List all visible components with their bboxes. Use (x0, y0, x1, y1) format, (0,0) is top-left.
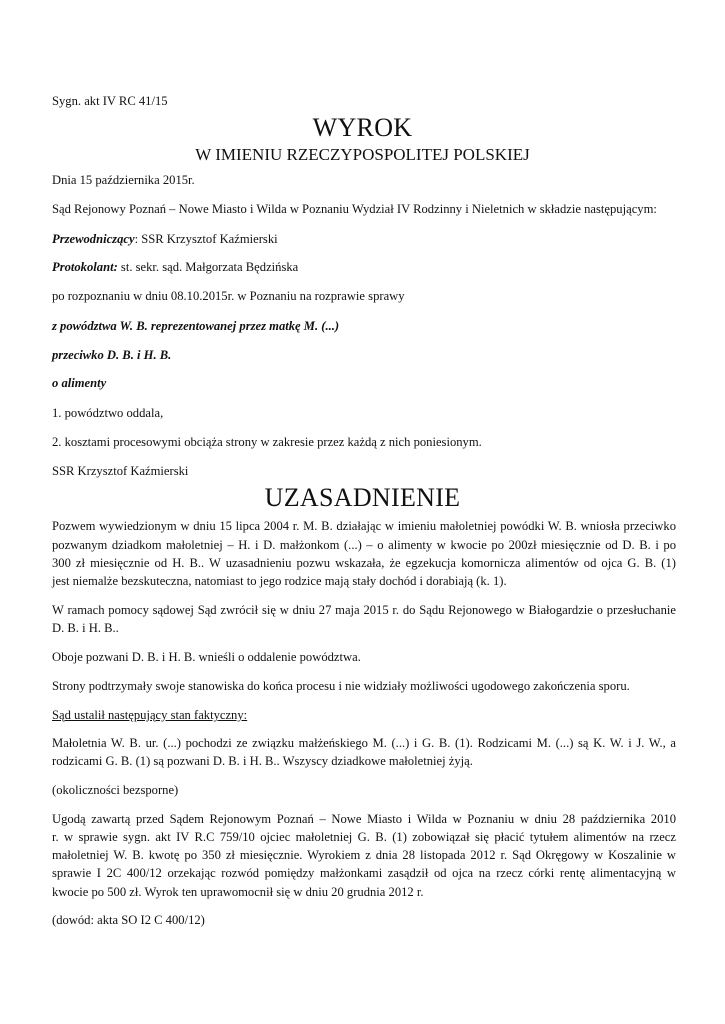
defendants-line: przeciwko D. B. i H. B. (52, 348, 172, 362)
paragraph-line: Ugodą zawartą przed Sądem Rejonowym Poznań – Nowe Miasto i Wilda w Poznaniu w dniu 28 października 2010 (52, 812, 676, 826)
paragraph-line: jest niemalże bezskuteczna, natomiast to jego rodzice mają stały dochód i dorabiają (k. 1). (52, 574, 507, 588)
plaintiff-line: z powództwa W. B. reprezentowanej przez matkę M. (...) (52, 319, 340, 333)
document-title: WYROK (312, 113, 413, 142)
justification-paragraph-3: Oboje pozwani D. B. i H. B. wnieśli o oddalenie powództwa. (52, 650, 361, 664)
paragraph-line: Małoletnia W. B. ur. (...) pochodzi ze związku małżeńskiego M. (...) i G. B. (1). Rodzicami M. (...) są K. W. i J. W., a (52, 736, 676, 750)
presiding-judge-line (52, 231, 278, 247)
paragraph-line: kwocie po 500 zł. Wyrok ten uprawomocnił się w dniu 20 grudnia 2012 r. (52, 885, 424, 899)
justification-paragraph-6: (okoliczności bezsporne) (52, 783, 179, 797)
presiding-label: Przewodniczący (52, 232, 135, 246)
clerk-value: st. sekr. sąd. Małgorzata Będzińska (117, 260, 299, 274)
presiding-value: : SSR Krzysztof Kaźmierski (134, 232, 278, 246)
paragraph-line: sprawie I 2C 400/12 orzekając rozwód pomiędzy małżonkami zasądził od ojca na rzecz córki rentę alimentacyjną w (52, 866, 676, 880)
judgment-date: Dnia 15 października 2015r. (52, 173, 195, 187)
verdict-item: 2. kosztami procesowymi obciąża strony w zakresie przez każdą z nich poniesionym. (52, 435, 482, 449)
paragraph-line: W ramach pomocy sądowej Sąd zwrócił się w dniu 27 maja 2015 r. do Sądu Rejonowego w Białogardzie o przesłuchanie (52, 603, 676, 617)
paragraph-line: małoletniej W. B. kwotę po 350 zł miesięcznie. Wyrokiem z dnia 28 listopada 2012 r. Sąd Okręgowy w Koszalinie w (52, 848, 676, 862)
clerk-line (52, 259, 298, 275)
justification-paragraph-4: Strony podtrzymały swoje stanowiska do końca procesu i nie widziały możliwości ugodowego zakończenia sporu. (52, 679, 630, 693)
judge-signature: SSR Krzysztof Kaźmierski (52, 464, 189, 478)
verdict-item: 1. powództwo oddala, (52, 406, 164, 420)
paragraph-line: 300 zł miesięcznie od H. B.. W uzasadnieniu pozwu wskazała, że egzekucja komornicza alimentów od ojca G. B. (1) (52, 556, 676, 570)
paragraph-line: pozwanym dziadkom małoletniej – H. i D. małżonkom (...) – o alimenty w kwocie po 200zł miesięcznie od D. B. i po (52, 538, 676, 552)
hearing-line: po rozpoznaniu w dniu 08.10.2015r. w Poznaniu na rozprawie sprawy (52, 289, 405, 303)
document-subtitle: W IMIENIU RZECZYPOSPOLITEJ POLSKIEJ (195, 145, 530, 164)
case-subject: o alimenty (52, 376, 107, 390)
justification-title: UZASADNIENIE (264, 483, 461, 512)
facts-heading: Sąd ustalił następujący stan faktyczny: (52, 708, 248, 722)
case-signature: Sygn. akt IV RC 41/15 (52, 94, 168, 108)
court-composition: Sąd Rejonowy Poznań – Nowe Miasto i Wilda w Poznaniu Wydział IV Rodzinny i Nieletnich w składzie następującym: (52, 202, 657, 216)
justification-paragraph-8: (dowód: akta SO I2 C 400/12) (52, 913, 205, 927)
paragraph-line: r. w sprawie sygn. akt IV R.C 759/10 ojciec małoletniej G. B. (1) zobowiązał się płacić tytułem alimentów na rzecz (52, 830, 676, 844)
paragraph-line: rodzicami G. B. (1) są pozwani D. B. i H. B.. Wszyscy dziadkowe małoletniej żyją. (52, 754, 473, 768)
clerk-label: Protokolant: (52, 260, 118, 274)
paragraph-line: D. B. i H. B.. (52, 621, 119, 635)
paragraph-line: Pozwem wywiedzionym w dniu 15 lipca 2004 r. M. B. działając w imieniu małoletniej powódki W. B. wniosła przeciwko (52, 519, 676, 533)
